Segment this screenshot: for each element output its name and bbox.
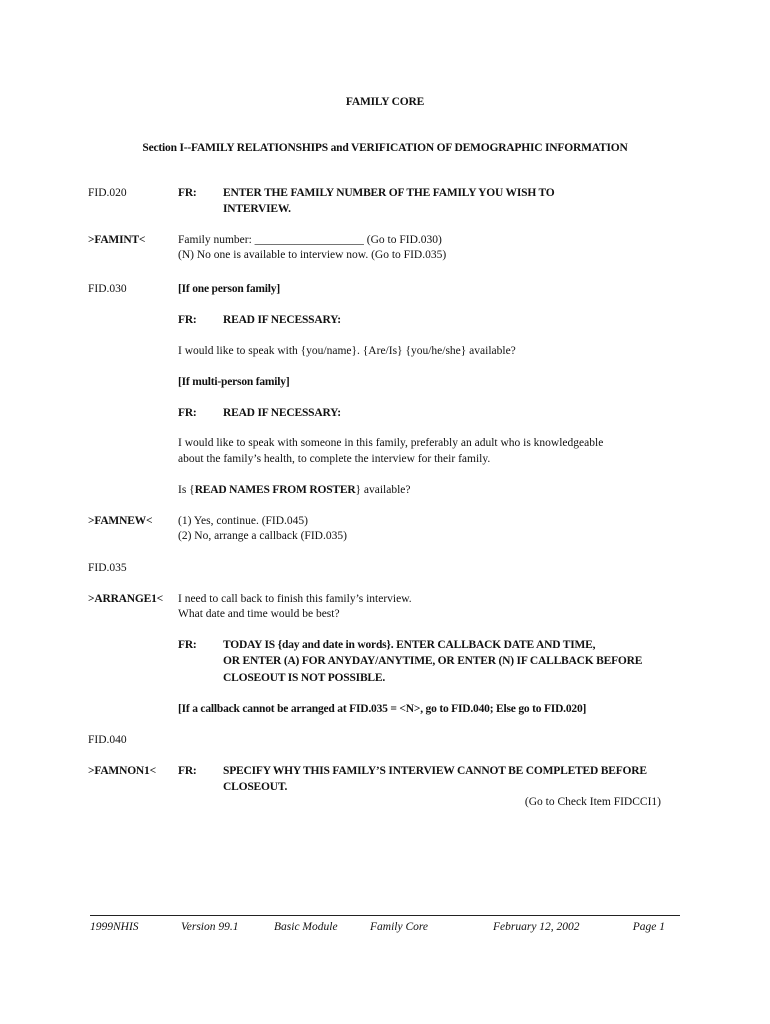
section-heading: Section I--FAMILY RELATIONSHIPS and VERIFICATION OF DEMOGRAPHIC INFORMATION xyxy=(142,142,628,154)
read-if-necessary-1: READ IF NECESSARY: xyxy=(223,314,341,326)
fr-label: FR: xyxy=(178,407,197,419)
footer-page: Page 1 xyxy=(632,921,665,933)
footer-rule xyxy=(90,915,680,916)
fr-label: FR: xyxy=(178,314,197,326)
speak-question-2-line2: about the family’s health, to complete the interview for their family. xyxy=(178,453,491,465)
famnon1-instruction-line1: SPECIFY WHY THIS FAMILY’S INTERVIEW CANNOT BE COMPLETED BEFORE xyxy=(223,765,647,777)
item-id-fid020: FID.020 xyxy=(88,187,127,199)
arrange1-instruction-line1: TODAY IS {day and date in words}. ENTER CALLBACK DATE AND TIME, xyxy=(223,639,596,651)
var-arrange1: >ARRANGE1< xyxy=(88,593,163,605)
fid020-instruction-line1: ENTER THE FAMILY NUMBER OF THE FAMILY YOU WISH TO xyxy=(223,187,555,199)
fr-label: FR: xyxy=(178,765,197,777)
var-famnon1: >FAMNON1< xyxy=(88,765,156,777)
is-available-question xyxy=(178,483,410,498)
speak-question-1: I would like to speak with {you/name}. {Are/Is} {you/he/she} available? xyxy=(178,345,516,357)
arrange1-instruction-line3: CLOSEOUT IS NOT POSSIBLE. xyxy=(223,672,386,684)
famnon1-instruction-line2: CLOSEOUT. xyxy=(223,781,288,793)
page-title: FAMILY CORE xyxy=(345,96,425,108)
fr-label: FR: xyxy=(178,639,197,651)
condition-one-person: [If one person family] xyxy=(178,283,280,295)
arrange1-instruction-line2: OR ENTER (A) FOR ANYDAY/ANYTIME, OR ENTER (N) IF CALLBACK BEFORE xyxy=(223,655,643,667)
goto-check-item: (Go to Check Item FIDCCI1) xyxy=(524,796,661,808)
famint-line1: Family number: ___________________ (Go to FID.030) xyxy=(178,234,442,246)
famint-line2: (N) No one is available to interview now. (Go to FID.035) xyxy=(178,249,447,261)
footer-module: Basic Module xyxy=(274,921,338,933)
is-prefix: Is { xyxy=(178,484,195,496)
arrange1-question-line2: What date and time would be best? xyxy=(178,608,340,620)
read-if-necessary-2: READ IF NECESSARY: xyxy=(223,407,341,419)
condition-multi-person: [If multi-person family] xyxy=(178,376,290,388)
fid020-instruction-line2: INTERVIEW. xyxy=(223,203,291,215)
item-id-fid030: FID.030 xyxy=(88,283,127,295)
fr-label: FR: xyxy=(178,187,197,199)
footer-survey: 1999NHIS xyxy=(90,921,139,933)
roster-placeholder: READ NAMES FROM ROSTER xyxy=(194,484,356,496)
arrange1-question-line1: I need to call back to finish this family’s interview. xyxy=(178,593,412,605)
famnew-option-1: (1) Yes, continue. (FID.045) xyxy=(178,515,309,527)
callback-skip-instruction: [If a callback cannot be arranged at FID.035 = <N>, go to FID.040; Else go to FID.020] xyxy=(178,703,587,715)
famnew-option-2: (2) No, arrange a callback (FID.035) xyxy=(178,530,347,542)
footer-version: Version 99.1 xyxy=(181,921,239,933)
footer-core: Family Core xyxy=(370,921,429,933)
footer-date: February 12, 2002 xyxy=(493,921,580,933)
item-id-fid035: FID.035 xyxy=(88,562,127,574)
var-famnew: >FAMNEW< xyxy=(88,515,153,527)
speak-question-2-line1: I would like to speak with someone in this family, preferably an adult who is knowledgeable xyxy=(178,437,604,449)
is-suffix: } available? xyxy=(355,484,411,496)
var-famint: >FAMINT< xyxy=(88,234,146,246)
item-id-fid040: FID.040 xyxy=(88,734,127,746)
